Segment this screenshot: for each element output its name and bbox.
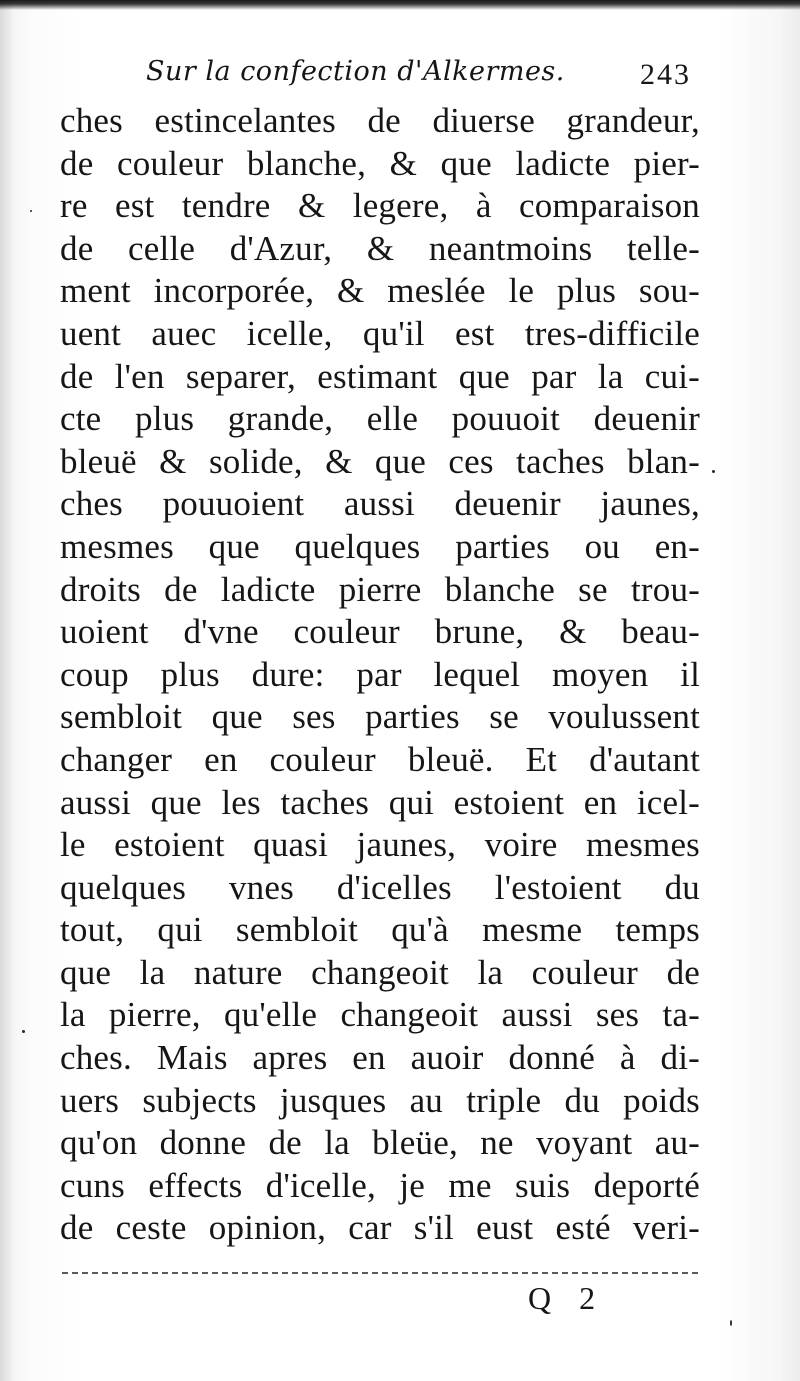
text-line: droits de ladicte pierre blanche se trou- <box>60 569 700 609</box>
text-line: ment incorporée, & meslée le plus sou- <box>60 271 700 311</box>
text-line: que la nature changeoit la couleur de <box>60 952 700 992</box>
signature-mark: Q 2 <box>528 1280 606 1316</box>
ink-speck <box>30 210 32 212</box>
page-header <box>146 54 691 98</box>
text-line: ches pouuoient aussi deuenir jaunes, <box>60 484 700 524</box>
running-title: Sur la confection d'Alkermes. <box>146 56 565 87</box>
text-line: le estoient quasi jaunes, voire mesmes <box>60 825 700 865</box>
text-line: qu'on donne de la bleüe, ne voyant au- <box>60 1123 700 1163</box>
text-line: tout, qui sembloit qu'à mesme temps <box>60 910 700 950</box>
text-line: ches. Mais apres en auoir donné à di- <box>60 1038 700 1078</box>
ink-speck <box>730 1320 732 1326</box>
text-line: de l'en separer, estimant que par la cui- <box>60 356 700 396</box>
text-line: uent auec icelle, qu'il est tres-difficile <box>60 313 700 353</box>
text-line: bleuë & solide, & que ces taches blan- <box>60 441 700 481</box>
text-line: coup plus dure: par lequel moyen il <box>60 654 700 694</box>
text-line: de celle d'Azur, & neantmoins telle- <box>60 228 700 268</box>
text-line: uers subjects jusques au triple du poids <box>60 1080 700 1120</box>
ink-speck <box>712 470 715 473</box>
text-line: mesmes que quelques parties ou en- <box>60 526 700 566</box>
text-line: de couleur blanche, & que ladicte pier- <box>60 143 700 183</box>
text-line: ches estincelantes de diuerse grandeur, <box>60 101 700 140</box>
text-line: la pierre, qu'elle changeoit aussi ses ta- <box>60 995 700 1035</box>
text-line: changer en couleur bleuë. Et d'autant <box>60 739 700 779</box>
text-line: de ceste opinion, car s'il eust esté veri- <box>60 1208 700 1248</box>
footer-rule <box>62 1272 698 1274</box>
text-line: aussi que les taches qui estoient en icel- <box>60 782 700 822</box>
text-line: cte plus grande, elle pouuoit deuenir <box>60 399 700 439</box>
page-gutter-shadow <box>0 0 14 1381</box>
page-top-edge-shadow <box>0 0 800 10</box>
text-line: uoient d'vne couleur brune, & beau- <box>60 612 700 652</box>
page-number: 243 <box>640 58 691 91</box>
text-line: cuns effects d'icelle, je me suis deporté <box>60 1165 700 1205</box>
text-line: re est tendre & legere, à comparaison <box>60 186 700 226</box>
body-text <box>60 100 700 1250</box>
ink-speck <box>22 1030 25 1033</box>
text-line: quelques vnes d'icelles l'estoient du <box>60 867 700 907</box>
text-line: sembloit que ses parties se voulussent <box>60 697 700 737</box>
